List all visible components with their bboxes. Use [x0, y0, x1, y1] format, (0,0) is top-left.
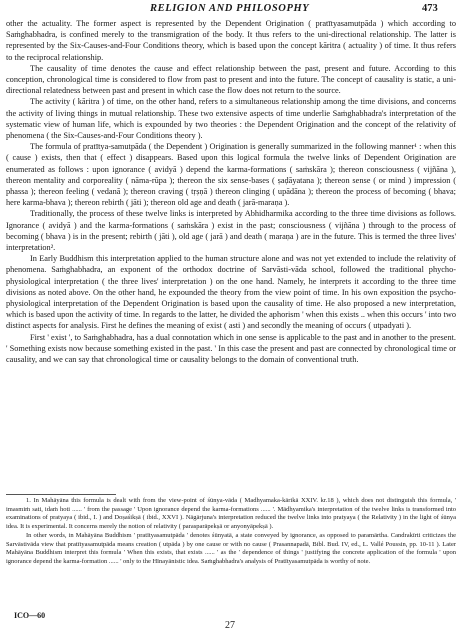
running-head: RELIGION AND PHILOSOPHY — [150, 3, 310, 14]
page-number-bottom: 27 — [225, 620, 235, 631]
body-paragraph: In Early Buddhism this interpretation applied to the human structure alone and was not yet extended to include the relativity of phenomena. Saṁghabhadra, an exponent of the orthodox doctrine of Sarvāsti-vāda school, followed the traditional phycho-physiological interpretation ( the three lives' interpretation ) on the one hand. Namely, he interprets it according to the three time divisions as noted above. On the other hand, he expounded the theory from the view point of time. In his own exposition the psycho-physiological interpretation of the Dependent Origination is based upon the causality of time. He also proposed a new interpretation, which is based upon the activity of time. In regards to the latter, he divided the aphorism ' when this exists .. when this occurs ' into two distinct aspects for analysis. First he defines the meaning of exist ( asti ) and secondly the meaning of occurs ( utpadyati ). — [6, 254, 456, 331]
printer-signature-mark: ICO—60 — [14, 611, 46, 620]
body-paragraph: other the actuality. The former aspect is represented by the Dependent Origination ( pratītyasamutpāda ) which according to Saṁghabhadra, is confined merely to the transmigration of the body. It thus refers to the uni-directional relationship. The latter is represented by the Six-Causes-and-Four Conditions theory, which is based upon the concept kāritra ( actuality ) of time. It thus refers to the reciprocal relationship. — [6, 19, 456, 62]
footnote-rule — [6, 494, 116, 495]
body-paragraph: The causality of time denotes the cause and effect relationship between the past, present and future. According to this conception, chronological time is considered to flow from past to present and into the future. The concept of causality is static, a uni-directional relatedness between past and present in which case the flow does not return to the source. — [6, 63, 456, 96]
body-paragraph: The formula of pratītya-samutpāda ( the Dependent ) Origination is generally summarized in the following manner¹ : when this ( cause ) exists, then that ( effect ) disappears. Based upon this logical formula the twelve links of Dependent Origination are enumerated as follows : upon ignorance ( avidyā ) depend the karma-formations ( saṁskāra ); thereon consciousness ( vijñāna ), thereon mentality and corporeality ( nāma-rūpa ); thereon the six sense-bases ( ṣaḍāyatana ); thereon sense ( or mind ) impression ( phassa ); thereon feeling ( vedanā ); thereon craving ( tṛṣṇā ) thereon clinging ( upādāna ); thereon the process of becoming ( bhava; here karma-bhava ); thereon rebirth ( jāti ); thereon old age and death ( jarā-maraṇa ). — [6, 142, 456, 208]
main-text — [6, 18, 456, 365]
footnotes — [6, 497, 456, 567]
body-paragraph: The activity ( kāritra ) of time, on the other hand, refers to a simultaneous relationship among the time divisions, and concerns the activity of living things in mutual relationship. These two extensive aspects of time underlie Saṁghabhadra's interpretation of the systematic view of human life, which is expounded by two theories : the Dependent Origination and the concept of the relativity of phenomena ( the Six-Causes-and-Four Conditions theory ). — [6, 97, 456, 141]
footnote: In other words, in Mahāyāna Buddhism ' pratītyasamutpāda ' denotes śūnyatā, a state conveyed by ignorance, as opposed to paramārtha. Candrakīrti criticizes the Sarvāstivāda view that pratītyasamutpāda means creation ( utpāda ) by one cause or with no cause ( Prasannapadā, Bibl. Bud. IV, ed., L. Vallé Poussin, pp. 10-11 ). Later Mahāyāna Buddhism interpret this formula ' When this exists, that exists ...... ' as the ' dependence of things ' justifying the concrete application of the formula ' upon ignorance depend the karma-formation ...... ' only to the Hīnayānistic idea. Saṁghabhadra's analysis of Pratītyasamutpāda is worthy of note. — [6, 531, 456, 565]
body-paragraph: First ' exist ', to Saṁghabhadra, has a dual connotation which in one sense is applicable to the past and in another to the present. ' Something exists now because something existed in the past. ' In this case the present and past are connected by chronological time or causality, and we can say that chronological time or causality belongs to the domain of conventional truth. — [6, 332, 456, 365]
footnote: 1. In Mahāyāna this formula is dealt with from the view-point of śūnya-vāda ( Madhyamaka-kārikā XXIV. kr.18 ), which does not distinguish this formula, ' imasmiṁ sati, idaṁ hoti ...... ' from the passage ' Upon ignorance depend the karma-formations ...... '. Mādhyamika's interpretation of the twelve links is transformed into examinations of pratyaya ( ibid., I. ) and Doṣaśikṣā ( ibid., XXVI ). Nāgārjuna's interpretation reduced the twelve links into pratyaya ( the Relativity ) in the light of śūnya idea. It is experimental. It concerns merely the notion of relativity ( parasparāpekṣā or anyonyāpekṣā ). — [6, 497, 456, 531]
body-paragraph: Traditionally, the process of these twelve links is interpreted by Abhidharmika according to the three time divisions as follows. Ignorance ( avidyā ) and the karma-formations ( saṁskāra ) exist in the past; consciousness ( vijñāna ) through to the process of becoming ( bhava ) is in the present; rebirth ( jāti ), old age ( jarā ) and death ( maraṇa ) are in the future. This is termed the three lives' interpretation². — [6, 209, 456, 253]
page-number-top: 473 — [422, 3, 438, 14]
